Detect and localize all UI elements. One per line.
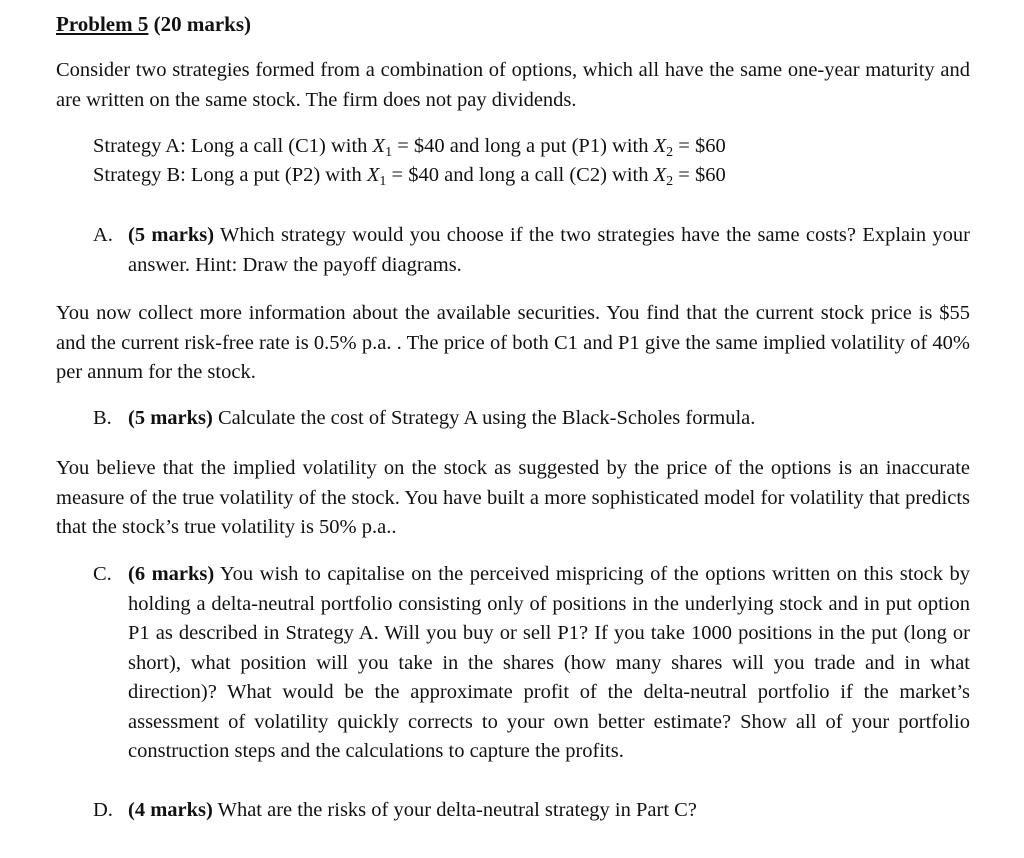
question-b-text: Calculate the cost of Strategy A using the Black-Scholes formula. bbox=[212, 407, 756, 429]
problem-heading bbox=[56, 12, 251, 37]
question-b bbox=[93, 404, 970, 434]
problem-title: Problem 5 bbox=[56, 12, 149, 36]
strategy-a-prefix: Strategy A: Long a call (C1) with bbox=[93, 135, 373, 157]
info-paragraph-1: You now collect more information about the available securities. You find that the current stock price is $55 and the current risk-free rate is 0.5% p.a. . The price of both C1 and P1 give the same implied volatility of 40% per annum for the stock. bbox=[56, 302, 970, 383]
strategy-a-x2-var: X bbox=[653, 135, 667, 157]
strategy-a-x1-var: X bbox=[372, 135, 386, 157]
question-b-marks: (5 marks) bbox=[128, 407, 213, 429]
strategy-b-prefix: Strategy B: Long a put (P2) with bbox=[93, 164, 367, 186]
question-c bbox=[93, 560, 970, 767]
strategy-a-middle: = $40 and long a put (P1) with bbox=[392, 135, 654, 157]
strategy-b-x1-sub: 1 bbox=[379, 174, 387, 189]
strategy-b-x1-var: X bbox=[366, 164, 380, 186]
strategy-b-x2-var: X bbox=[653, 164, 667, 186]
question-c-letter: C. bbox=[93, 563, 112, 585]
question-d-letter: D. bbox=[93, 799, 113, 821]
info-paragraph-2: You believe that the implied volatility on the stock as suggested by the price of the options is an inaccurate measure of the true volatility of the stock. You have built a more sophisticated model for volatility that predicts that the stock’s true volatility is 50% p.a.. bbox=[56, 457, 970, 538]
strategy-b bbox=[93, 161, 726, 197]
question-a-marks: (5 marks) bbox=[128, 224, 215, 246]
strategy-a-end: = $60 bbox=[673, 135, 726, 157]
question-b-letter: B. bbox=[93, 407, 112, 429]
strategy-a-x2-sub: 2 bbox=[666, 145, 674, 160]
strategy-a-x1-sub: 1 bbox=[385, 145, 393, 160]
problem-total-marks: (20 marks) bbox=[153, 12, 252, 36]
question-a bbox=[93, 221, 970, 280]
question-c-marks: (6 marks) bbox=[128, 563, 215, 585]
intro-paragraph: Consider two strategies formed from a combination of options, which all have the same one-year maturity and are written on the same stock. The firm does not pay dividends. bbox=[56, 59, 970, 111]
question-a-text: Which strategy would you choose if the two strategies have the same costs? Explain your answer. Hint: Draw the payoff diagrams. bbox=[128, 224, 970, 276]
strategy-b-end: = $60 bbox=[673, 164, 726, 186]
strategy-b-x2-sub: 2 bbox=[666, 174, 674, 189]
question-c-text: You wish to capitalise on the perceived mispricing of the options written on this stock by holding a delta-neutral portfolio consisting only of positions in the underlying stock and in put option P1 as described in Strategy A. Will you buy or sell P1? If you take 1000 positions in the put (long or short), what position will you take in the shares (how many shares will you trade and in what direction)? What would be the approximate profit of the delta-neutral portfolio if the market’s assessment of volatility quickly corrects to your own better estimate? Show all of your portfolio construction steps and the calculations to capture the profits. bbox=[128, 563, 970, 762]
strategy-b-middle: = $40 and long a call (C2) with bbox=[386, 164, 654, 186]
question-d-marks: (4 marks) bbox=[128, 799, 213, 821]
question-d bbox=[93, 796, 970, 826]
question-d-text: What are the risks of your delta-neutral strategy in Part C? bbox=[212, 799, 697, 821]
question-a-letter: A. bbox=[93, 224, 113, 246]
